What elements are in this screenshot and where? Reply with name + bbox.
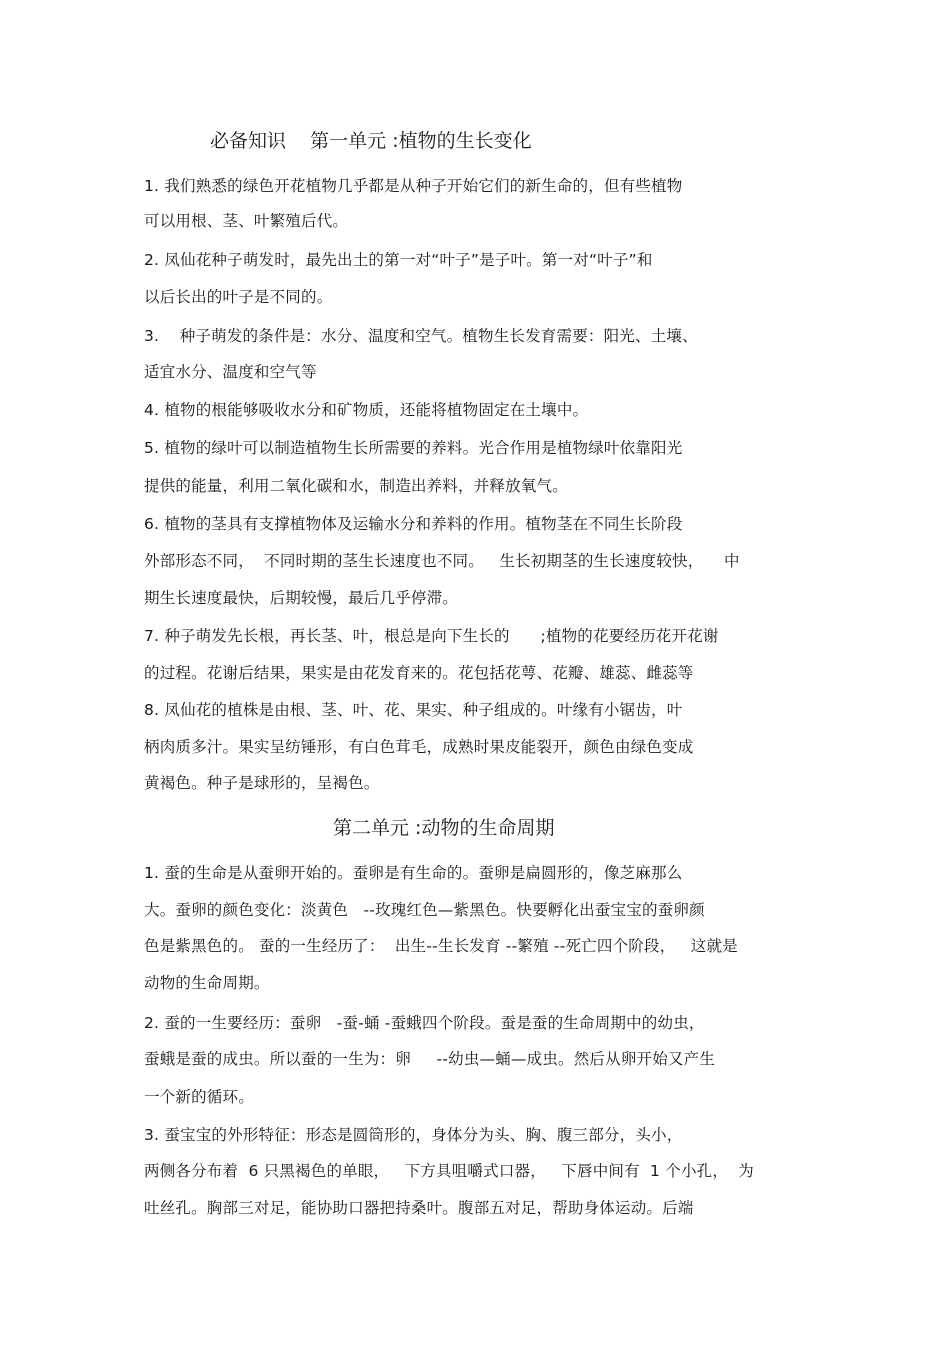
unit2-line: 动物的生命周期。 <box>144 974 270 992</box>
unit2-title: 第二单元 :动物的生命周期 <box>333 817 555 839</box>
unit1-line: 6. 植物的茎具有支撑植物体及运输水分和养料的作用。植物茎在不同生长阶段 <box>144 515 683 533</box>
unit2-line: 蚕蛾是蚕的成虫。所以蚕的一生为：卵 --幼虫—蛹—成虫。然后从卵开始又产生 <box>144 1050 716 1068</box>
unit2-line: 大。蚕卵的颜色变化：淡黄色 --玫瑰红色—紫黑色。快要孵化出蚕宝宝的蚕卵颜 <box>144 901 705 919</box>
unit1-line: 8. 凤仙花的植株是由根、茎、叶、花、果实、种子组成的。叶缘有小锯齿，叶 <box>144 701 683 719</box>
unit1-line: 可以用根、茎、叶繁殖后代。 <box>144 212 349 230</box>
unit1-line: 2. 凤仙花种子萌发时，最先出土的第一对“叶子”是子叶。第一对“叶子”和 <box>144 251 653 269</box>
unit2-line: 一个新的循环。 <box>144 1088 254 1106</box>
unit1-line: 5. 植物的绿叶可以制造植物生长所需要的养料。光合作用是植物绿叶依靠阳光 <box>144 439 683 457</box>
unit2-line: 吐丝孔。胸部三对足，能协助口器把持桑叶。腹部五对足，帮助身体运动。后端 <box>144 1199 694 1217</box>
unit1-line: 柄肉质多汁。果实呈纺锤形，有白色茸毛，成熟时果皮能裂开，颜色由绿色变成 <box>144 738 694 756</box>
unit1-line: 适宜水分、温度和空气等 <box>144 363 317 381</box>
unit1-line: 期生长速度最快，后期较慢，最后几乎停滞。 <box>144 589 459 607</box>
unit2-line: 1. 蚕的生命是从蚕卵开始的。蚕卵是有生命的。蚕卵是扁圆形的，像芝麻那么 <box>144 864 683 882</box>
unit1-line: 的过程。花谢后结果，果实是由花发育来的。花包括花萼、花瓣、雄蕊、雌蕊等 <box>144 664 694 682</box>
unit2-line: 2. 蚕的一生要经历：蚕卵 -蚕-蛹 -蚕蛾四个阶段。蚕是蚕的生命周期中的幼虫， <box>144 1014 705 1032</box>
unit1-line: 3. 种子萌发的条件是：水分、温度和空气。植物生长发育需要：阳光、土壤、 <box>144 327 698 345</box>
unit2-line: 色是紫黑色的。 蚕的一生经历了： 出生--生长发育 --繁殖 --死亡四个阶段， 这就是 <box>144 937 738 955</box>
unit1-line: 1. 我们熟悉的绿色开花植物几乎都是从种子开始它们的新生命的，但有些植物 <box>144 177 683 195</box>
unit1-title: 必备知识 第一单元 :植物的生长变化 <box>210 130 532 152</box>
unit1-line: 外部形态不同， 不同时期的茎生长速度也不同。 生长初期茎的生长速度较快， 中 <box>144 552 740 570</box>
unit2-line: 3. 蚕宝宝的外形特征：形态是圆筒形的，身体分为头、胸、腹三部分，头小， <box>144 1126 683 1144</box>
unit1-line: 7. 种子萌发先长根，再长茎、叶，根总是向下生长的 ;植物的花要经历花开花谢 <box>144 627 719 645</box>
unit2-line: 两侧各分布着 6 只黑褐色的单眼， 下方具咀嚼式口器， 下唇中间有 1 个小孔， 为 <box>144 1162 755 1180</box>
unit1-line: 4. 植物的根能够吸收水分和矿物质，还能将植物固定在土壤中。 <box>144 401 589 419</box>
unit1-line: 以后长出的叶子是不同的。 <box>144 288 333 306</box>
unit1-line: 黄褐色。种子是球形的，呈褐色。 <box>144 774 380 792</box>
unit1-line: 提供的能量，利用二氧化碳和水，制造出养料，并释放氧气。 <box>144 477 568 495</box>
